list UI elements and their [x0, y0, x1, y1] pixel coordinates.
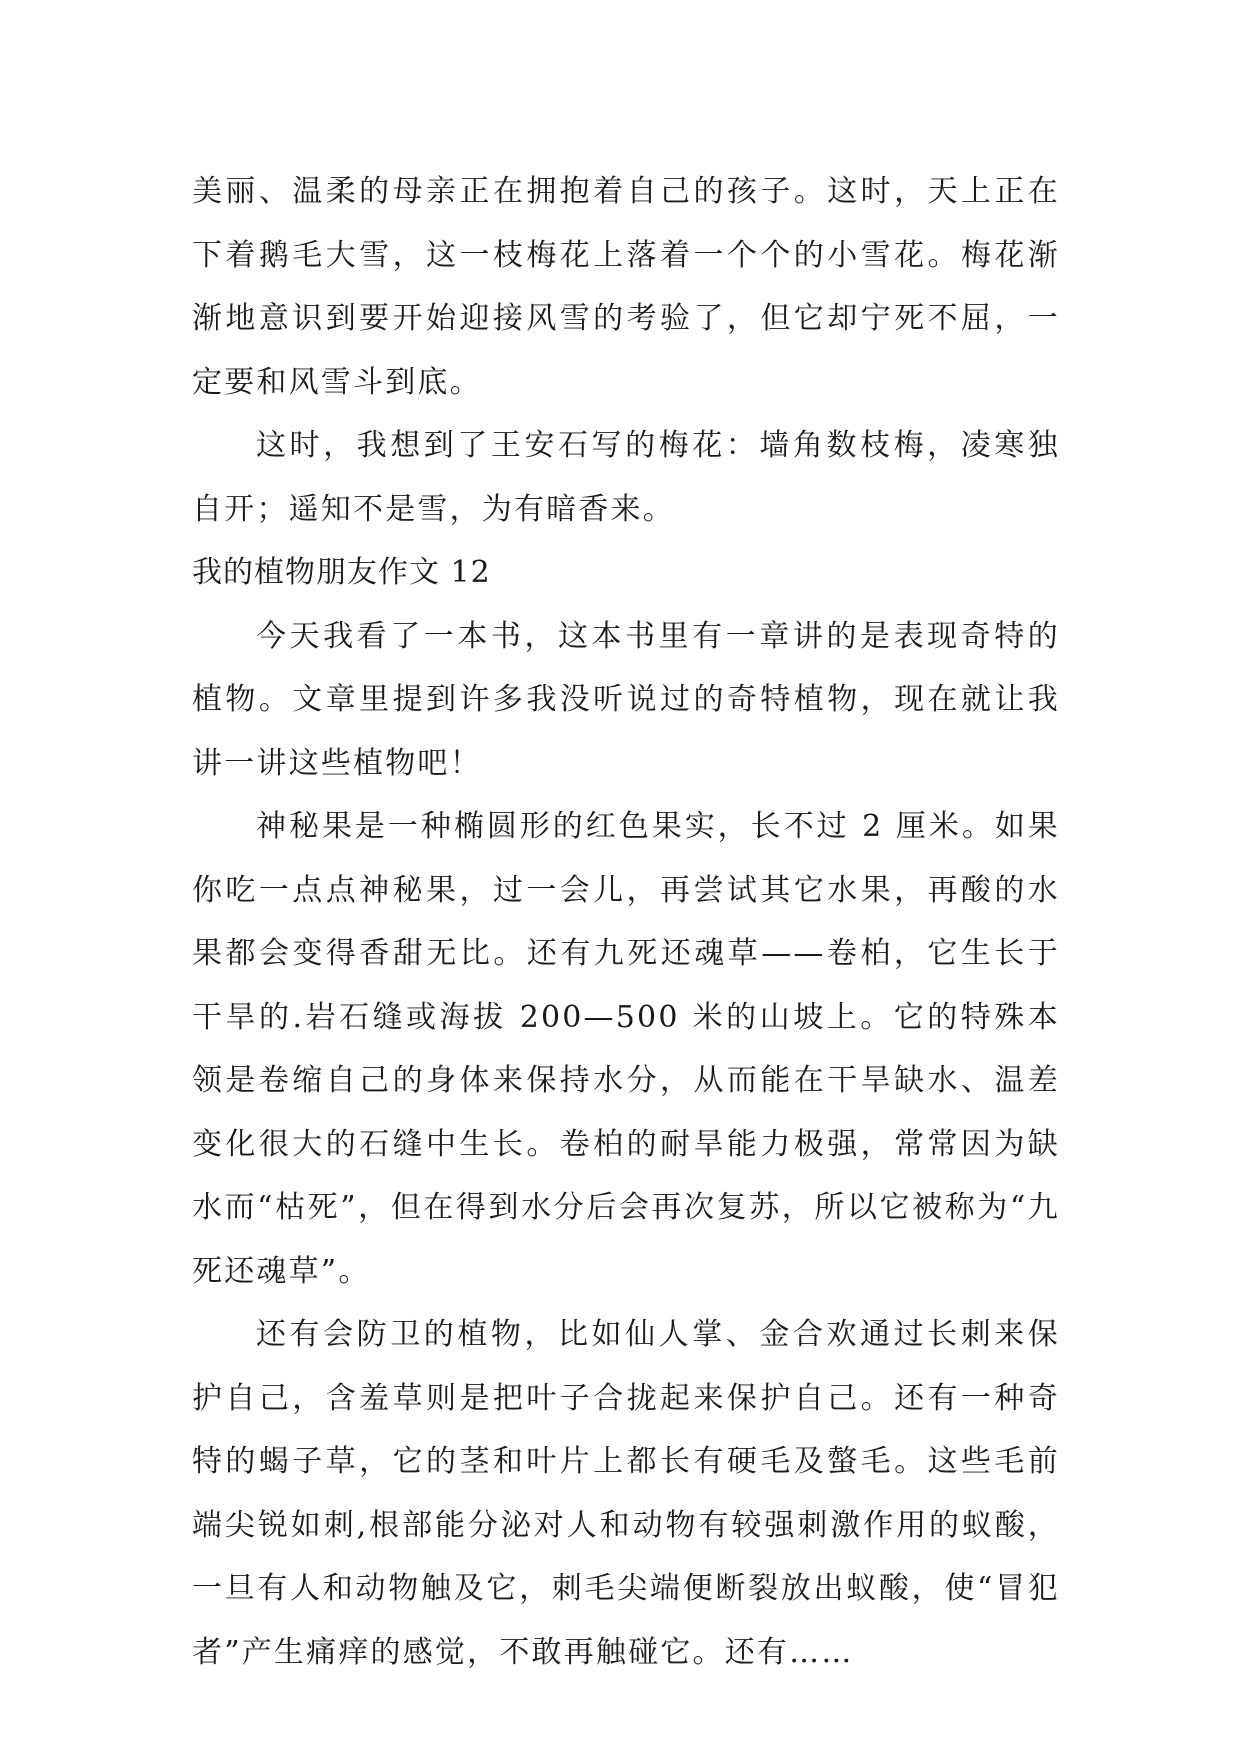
paragraph-plum-blossom-snow: 美丽、温柔的母亲正在拥抱着自己的孩子。这时，天上正在下着鹅毛大雪，这一枝梅花上落着一个个的小雪花。梅花渐渐地意识到要开始迎接风雪的考验了，但它却宁死不屈，一定要和风雪斗到底。 — [192, 174, 1060, 400]
paragraph-wang-anshi-poem: 这时，我想到了王安石写的梅花：墙角数枝梅，凌寒独自开；遥知不是雪，为有暗香来。 — [192, 428, 1060, 527]
essay-title: 我的植物朋友作文 12 — [192, 555, 491, 590]
document-body — [192, 160, 1060, 1684]
paragraph-miracle-fruit-resurrection-plant: 神秘果是一种椭圆形的红色果实，长不过 2 厘米。如果你吃一点点神秘果，过一会儿，再尝试其它水果，再酸的水果都会变得香甜无比。还有九死还魂草——卷柏，它生长于干旱的.岩石缝或海拔 200—500 米的山坡上。它的特殊本领是卷缩自己的身体来保持水分，从而能在干旱缺水、温差变化很大的石缝中生长。卷柏的耐旱能力极强，常常因为缺水而“枯死”，但在得到水分后会再次复苏，所以它被称为“九死还魂草”。 — [192, 809, 1060, 1289]
paragraph-defensive-plants: 还有会防卫的植物，比如仙人掌、金合欢通过长刺来保护自己，含羞草则是把叶子合拢起来保护自己。还有一种奇特的蝎子草，它的茎和叶片上都长有硬毛及螫毛。这些毛前端尖锐如刺,根部能分泌对人和动物有较强刺激作用的蚁酸，一旦有人和动物触及它，刺毛尖端便断裂放出蚁酸，使“冒犯者”产生痛痒的感觉，不敢再触碰它。还有…… — [192, 1317, 1060, 1670]
paragraph-book-intro: 今天我看了一本书，这本书里有一章讲的是表现奇特的植物。文章里提到许多我没听说过的奇特植物，现在就让我讲一讲这些植物吧！ — [192, 618, 1060, 781]
